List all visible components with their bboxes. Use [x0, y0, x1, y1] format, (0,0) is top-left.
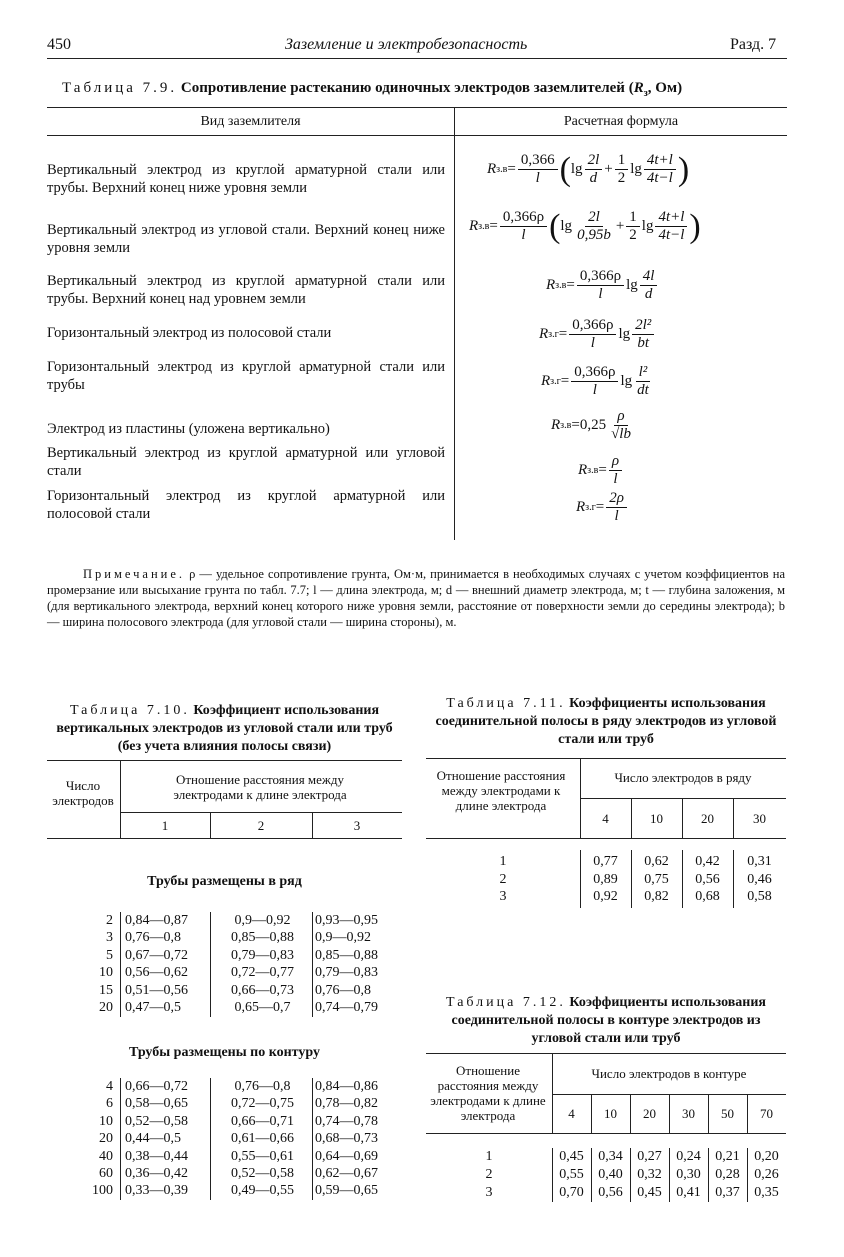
caption-title: Коэффициент использования вертикальных электродов из угловой стали или труб (без учета влияния полосы связи): [56, 703, 393, 754]
t711-col-3: 20: [701, 811, 714, 826]
f4-lhs: R: [539, 326, 549, 342]
formula-6: R з.в = 0,25 $\frac{\rho}{√lb}$: [551, 408, 636, 443]
t711-rule-head: [426, 838, 786, 839]
f2-t1-num: 2l: [585, 209, 603, 227]
table-cell: 0,66—0,72: [125, 1079, 188, 1094]
caption-title: Коэффициенты использования соединительной полосы в контуре электродов из угловой стали или труб: [451, 995, 767, 1046]
table-cell: 0,36—0,42: [125, 1166, 188, 1181]
t712-col-1: 4: [568, 1106, 575, 1121]
table-cell: 0,70: [559, 1185, 584, 1200]
table-cell: 6: [106, 1096, 113, 1112]
t710-col-2: 2: [257, 818, 265, 833]
table-cell: 0,20: [754, 1149, 779, 1164]
row-desc-7: Вертикальный электрод из круглой арматурной или угловой стали: [47, 445, 445, 479]
t712-col-2: 10: [604, 1106, 617, 1121]
table-row: [47, 982, 407, 999]
f3-coef-den: l: [598, 286, 603, 302]
table-cell: 0,84—0,87: [125, 913, 188, 928]
table-cell: 3: [485, 1185, 493, 1200]
table-cell: 0,56: [598, 1185, 623, 1200]
t712-rule-head: [426, 1133, 786, 1134]
table-cell: 0,72—0,77: [231, 965, 294, 981]
t710-head-left: Число электродов: [52, 778, 114, 808]
table-cell: 0,66—0,71: [231, 1113, 294, 1129]
f4-sub: з.г: [548, 329, 559, 340]
table-7-12-caption: [426, 994, 786, 1048]
f1-lg2: lg: [630, 161, 642, 177]
f4-lg: lg: [618, 326, 631, 342]
table-cell: 1: [485, 1149, 493, 1164]
t712-body-divider: [708, 1148, 709, 1202]
table-row: [426, 888, 786, 905]
table-cell: 0,92: [593, 889, 618, 904]
table-cell: 0,58: [747, 889, 772, 904]
f3-num: 4l: [640, 268, 658, 286]
t710-rule-head: [47, 838, 402, 839]
table-cell: 0,33—0,39: [125, 1183, 188, 1199]
note-text: ρ — удельное сопротивление грунта, Ом·м, принимается в необходимых случаях с учетом коэффициентов на промерзание или высыхание грунта по табл. 7.7; l — длина электрода, м; d — внешний диаметр электрода, м; t — глубина заложения, м (для вертикального электрода, верхний конец которого ниже уровня земли, расстояние от поверхности земли до середины электрода); b — ширина полосового электрода (для угловой стали — ширина стороны), м.: [47, 567, 785, 629]
table-cell: 4: [106, 1079, 113, 1094]
f8-num: 2ρ: [606, 490, 627, 508]
t710-head-group: Отношение расстояния между электродами к длине электрода: [173, 772, 347, 802]
table-cell: 0,38—0,44: [125, 1148, 188, 1164]
f2-sub: з.в: [478, 221, 490, 232]
f3-lg: lg: [626, 277, 638, 293]
table-cell: 20: [99, 1131, 113, 1147]
table-cell: 0,51—0,56: [125, 982, 188, 998]
table-cell: 0,21: [715, 1149, 740, 1164]
table-row: [47, 947, 407, 964]
row-desc-2: Вертикальный электрод из угловой стали. Верхний конец ниже уровня земли: [47, 222, 445, 256]
table-row: [426, 1148, 786, 1166]
t712-body-divider: [552, 1148, 553, 1202]
row-desc-3: Вертикальный электрод из круглой арматурной стали или трубы. Верхний конец над уровнем земли: [47, 273, 445, 307]
f2-coef-num: 0,366ρ: [500, 209, 547, 227]
table-cell: 0,76—0,8: [234, 1079, 291, 1094]
t711-col-1: 4: [602, 811, 609, 826]
table-7-9-caption: [62, 80, 682, 99]
f7-den: l: [613, 471, 618, 487]
f4-den: bt: [637, 335, 650, 351]
table-cell: 40: [99, 1148, 113, 1164]
t711-head-left: Отношение расстояния между электродами к длине электрода: [436, 768, 566, 813]
f2-t2-fnum: 4t+l: [655, 209, 687, 227]
t712-rule-top: [426, 1053, 786, 1054]
table-cell: 0,62—0,67: [315, 1166, 378, 1181]
f6-den: √lb: [611, 426, 631, 442]
t710-section-row: Трубы размещены в ряд: [147, 874, 302, 889]
table-cell: 0,26: [754, 1167, 779, 1182]
table-cell: 2: [499, 871, 507, 887]
t711-col-2: 10: [650, 811, 663, 826]
f1-t2-fnum: 4t+l: [644, 152, 676, 170]
t710-col-1: 1: [161, 818, 169, 833]
f8-lhs: R: [576, 499, 586, 515]
table-cell: 0,56—0,62: [125, 965, 188, 981]
table-row: [426, 1184, 786, 1202]
f1-t2-num: 1: [615, 152, 629, 170]
formula-7: R з.в = $\frac{\rho}{l}$: [578, 453, 624, 488]
table-cell: 0,45: [559, 1149, 584, 1164]
f1-t1-num: 2l: [585, 152, 603, 170]
f2-lhs: R: [469, 218, 479, 234]
f6-num: ρ: [614, 408, 627, 426]
table-cell: 0,85—0,88: [231, 930, 294, 946]
table-cell: 2: [485, 1167, 493, 1182]
table-cell: 0,75: [644, 871, 669, 887]
table-row: [47, 912, 407, 929]
table-row: [47, 1095, 407, 1112]
f2-t2-den: 2: [629, 227, 637, 243]
t712-body-divider: [747, 1148, 748, 1202]
table-cell: 0,82: [644, 889, 669, 904]
table-cell: 0,55—0,61: [231, 1148, 294, 1164]
t711-rule-mid: [580, 798, 786, 799]
table-cell: 20: [99, 1000, 113, 1015]
f5-lg: lg: [620, 373, 633, 389]
table-cell: 0,47—0,5: [125, 1000, 181, 1015]
t711-head-group: Число электродов в ряду: [614, 770, 752, 785]
t712-head-group: Число электродов в контуре: [591, 1066, 747, 1081]
table-cell: 0,62: [644, 854, 669, 869]
table-cell: 0,65—0,7: [234, 1000, 291, 1015]
table-cell: 0,44—0,5: [125, 1131, 181, 1147]
f1-coef-den: l: [535, 170, 540, 186]
page-number: 450: [47, 36, 71, 53]
f2-t1-den: 0,95b: [577, 227, 611, 243]
table-row: [47, 1113, 407, 1130]
row-desc-6: Электрод из пластины (уложена вертикально): [47, 421, 330, 437]
formula-3: R з.в = $\frac{0,366\rho}{l}$ lg $\frac{4l}{d}$: [546, 268, 659, 303]
table-row: [426, 1166, 786, 1184]
formula-1: R з.в = $\frac{0,366}{l}$ ( lg $\frac{2l}{d}$ + $\frac{1}{2}$ lg $\frac{4t+l}{4t-l}$ ): [487, 150, 690, 188]
table-cell: 0,37: [715, 1185, 740, 1200]
table-cell: 0,74—0,78: [315, 1113, 378, 1129]
t712-col-divider: [669, 1094, 670, 1133]
f7-sub: з.в: [587, 465, 599, 476]
caption-title: Коэффициенты использования соединительной полосы в ряду электродов из угловой стали или труб: [435, 696, 777, 747]
table-cell: 0,72—0,75: [231, 1096, 294, 1112]
row-desc-8: Горизонтальный электрод из круглой арматурной или полосовой стали: [47, 488, 445, 522]
table-cell: 0,52—0,58: [231, 1166, 294, 1181]
f3-coef-num: 0,366ρ: [577, 268, 624, 286]
f6-lhs: R: [551, 417, 561, 433]
t710-rule-top: [47, 760, 402, 761]
table-cell: 1: [499, 854, 507, 869]
t712-head-left: Отношение расстояния между электродами к длине электрода: [430, 1063, 546, 1123]
t712-col-divider: [591, 1094, 592, 1133]
table-cell: 0,79—0,83: [231, 947, 294, 963]
table-cell: 0,28: [715, 1167, 740, 1182]
table-cell: 3: [106, 930, 113, 946]
table-cell: 60: [99, 1166, 113, 1181]
f5-coef-num: 0,366ρ: [571, 364, 618, 382]
caption-prefix: Таблица 7.10.: [69, 703, 190, 718]
f7-num: ρ: [609, 453, 622, 471]
table-cell: 100: [92, 1183, 113, 1199]
table-cell: 0,35: [754, 1185, 779, 1200]
t710-rule-mid: [120, 812, 402, 813]
f3-den: d: [644, 286, 653, 302]
f7-lhs: R: [578, 462, 588, 478]
table-cell: 0,64—0,69: [315, 1148, 378, 1164]
table-row: [426, 871, 786, 888]
table-cell: 0,30: [676, 1167, 701, 1182]
table-cell: 0,68—0,73: [315, 1131, 378, 1147]
table-cell: 0,55: [559, 1167, 584, 1182]
t711-rule-top: [426, 758, 786, 759]
f1-plus: +: [604, 161, 613, 177]
table-rule-head: [47, 135, 787, 136]
f5-coef-den: l: [592, 382, 597, 398]
t712-col-6: 70: [760, 1106, 773, 1121]
table-cell: 0,76—0,8: [315, 982, 371, 998]
f1-lg1: lg: [570, 161, 583, 177]
caption-title: Сопротивление растеканию одиночных электродов заземлителей (: [180, 80, 634, 96]
table-cell: 0,31: [747, 854, 772, 869]
f1-sub: з.в: [496, 164, 508, 175]
f2-t2-fden: 4t−l: [658, 227, 685, 243]
table-cell: 2: [106, 913, 113, 928]
table-cell: 0,76—0,8: [125, 930, 181, 946]
f1-coef-num: 0,366: [518, 152, 558, 170]
f1-t2-fden: 4t−l: [646, 170, 673, 186]
t712-body-divider: [591, 1148, 592, 1202]
table-cell: 0,61—0,66: [231, 1131, 294, 1147]
f5-lhs: R: [541, 373, 551, 389]
table-cell: 0,85—0,88: [315, 947, 378, 963]
table-cell: 0,46: [747, 871, 772, 887]
table-cell: 0,32: [637, 1167, 662, 1182]
t712-vr-1: [552, 1053, 553, 1133]
formula-2: R з.в = $\frac{0,366\rho}{l}$ ( lg $\frac{2l}{0,95b}$ + $\frac{1}{2}$ lg $\frac{4t+l}{4t-l}$ ): [469, 207, 701, 245]
t712-col-divider: [708, 1094, 709, 1133]
formula-8: R з.г = $\frac{2\rho}{l}$: [576, 490, 629, 525]
f8-den: l: [614, 508, 619, 524]
table-row: [47, 1165, 407, 1182]
running-title: Заземление и электробезопасность: [285, 36, 528, 53]
formula-4: R з.г = $\frac{0,366\rho}{l}$ lg $\frac{\text{2l²}}{bt}$: [539, 317, 656, 352]
f3-lhs: R: [546, 277, 556, 293]
f3-sub: з.в: [555, 280, 567, 291]
table-7-11-caption: [426, 695, 786, 749]
col-header-formula: Расчетная формула: [563, 114, 679, 129]
table-7-10-caption: [47, 702, 402, 756]
table-note: [47, 566, 785, 630]
f1-t1-den: d: [589, 170, 598, 186]
section-label: Разд. 7: [730, 36, 777, 53]
caption-sub: з: [643, 88, 648, 99]
f2-lg2: lg: [641, 218, 654, 234]
table-cell: 0,59—0,65: [315, 1183, 378, 1199]
col-header-type: Вид заземлителя: [200, 114, 301, 129]
table-cell: 0,9—0,92: [315, 930, 371, 946]
table-cell: 10: [99, 1113, 113, 1129]
table-cell: 0,56: [695, 871, 720, 887]
t712-col-divider: [630, 1094, 631, 1133]
table-row: [47, 1148, 407, 1165]
t711-col-4: 30: [753, 811, 766, 826]
table-cell: 0,42: [695, 854, 720, 869]
table-row: [47, 1182, 407, 1199]
table-cell: 0,93—0,95: [315, 913, 378, 928]
table-cell: 0,45: [637, 1185, 662, 1200]
table-cell: 0,52—0,58: [125, 1113, 188, 1129]
table-cell: 3: [499, 889, 507, 904]
table-cell: 0,24: [676, 1149, 701, 1164]
caption-prefix: Таблица 7.9.: [62, 80, 178, 96]
header-rule: [47, 58, 787, 59]
table-row: [426, 853, 786, 870]
f6-sub: з.в: [560, 420, 572, 431]
table-cell: 0,67—0,72: [125, 947, 188, 963]
t712-body-divider: [669, 1148, 670, 1202]
t710-col-3: 3: [353, 818, 361, 833]
table-cell: 0,84—0,86: [315, 1079, 378, 1094]
t712-body-divider: [630, 1148, 631, 1202]
f2-lg1: lg: [560, 218, 573, 234]
table-rule-top: [47, 107, 787, 108]
caption-prefix: Таблица 7.11.: [446, 696, 566, 711]
f1-t2-den: 2: [617, 170, 626, 186]
table-cell: 0,9—0,92: [234, 913, 291, 928]
table-cell: 5: [106, 947, 113, 963]
caption-prefix: Таблица 7.12.: [445, 995, 566, 1010]
row-desc-5: Горизонтальный электрод из круглой арматурной стали или трубы: [47, 359, 445, 393]
caption-unit: , Ом): [647, 80, 683, 96]
table-cell: 0,68: [695, 889, 720, 904]
table-cell: 0,34: [598, 1149, 623, 1164]
f5-num: l²: [636, 364, 651, 382]
caption-symbol: R: [633, 80, 644, 96]
t712-col-4: 30: [682, 1106, 695, 1121]
table-row: [47, 999, 407, 1016]
formula-5: R з.г = $\frac{0,366\rho}{l}$ lg $\frac{\text{l²}}{dt}$: [541, 364, 654, 399]
f2-t2-num: 1: [626, 209, 640, 227]
t712-col-5: 50: [721, 1106, 734, 1121]
table-row: [47, 929, 407, 946]
t712-col-divider: [747, 1094, 748, 1133]
table-row: [47, 1078, 407, 1095]
table-cell: 0,77: [593, 854, 618, 869]
table-cell: 0,40: [598, 1167, 623, 1182]
table-cell: 0,27: [637, 1149, 662, 1164]
t710-section-contour: Трубы размещены по контуру: [129, 1045, 320, 1060]
table-cell: 0,89: [593, 871, 618, 887]
f2-coef-den: l: [521, 227, 526, 243]
table-cell: 0,66—0,73: [231, 982, 294, 998]
table-cell: 0,78—0,82: [315, 1096, 378, 1112]
f4-coef-den: l: [590, 335, 595, 351]
t712-col-3: 20: [643, 1106, 656, 1121]
row-desc-1: Вертикальный электрод из круглой арматурной стали или трубы. Верхний конец ниже уровня земли: [47, 162, 445, 196]
f4-num: 2l²: [632, 317, 654, 335]
f1-lhs: R: [487, 161, 497, 177]
table-cell: 0,49—0,55: [231, 1183, 294, 1199]
table-row: [47, 964, 407, 981]
table-cell: 0,58—0,65: [125, 1096, 188, 1112]
note-label: Примечание.: [83, 567, 186, 581]
table-cell: 0,79—0,83: [315, 965, 378, 981]
f8-sub: з.г: [585, 502, 596, 513]
table-cell: 0,74—0,79: [315, 1000, 378, 1015]
f2-plus: +: [615, 218, 625, 234]
f6-coef: 0,25: [579, 417, 607, 433]
table-row: [47, 1130, 407, 1147]
table-cell: 10: [99, 965, 113, 981]
f5-sub: з.г: [550, 376, 561, 387]
f4-coef-num: 0,366ρ: [569, 317, 616, 335]
row-desc-4: Горизонтальный электрод из полосовой стали: [47, 325, 332, 341]
table-vertical-rule: [454, 107, 455, 540]
f5-den: dt: [637, 382, 649, 398]
table-cell: 15: [99, 982, 113, 998]
table-cell: 0,41: [676, 1185, 701, 1200]
